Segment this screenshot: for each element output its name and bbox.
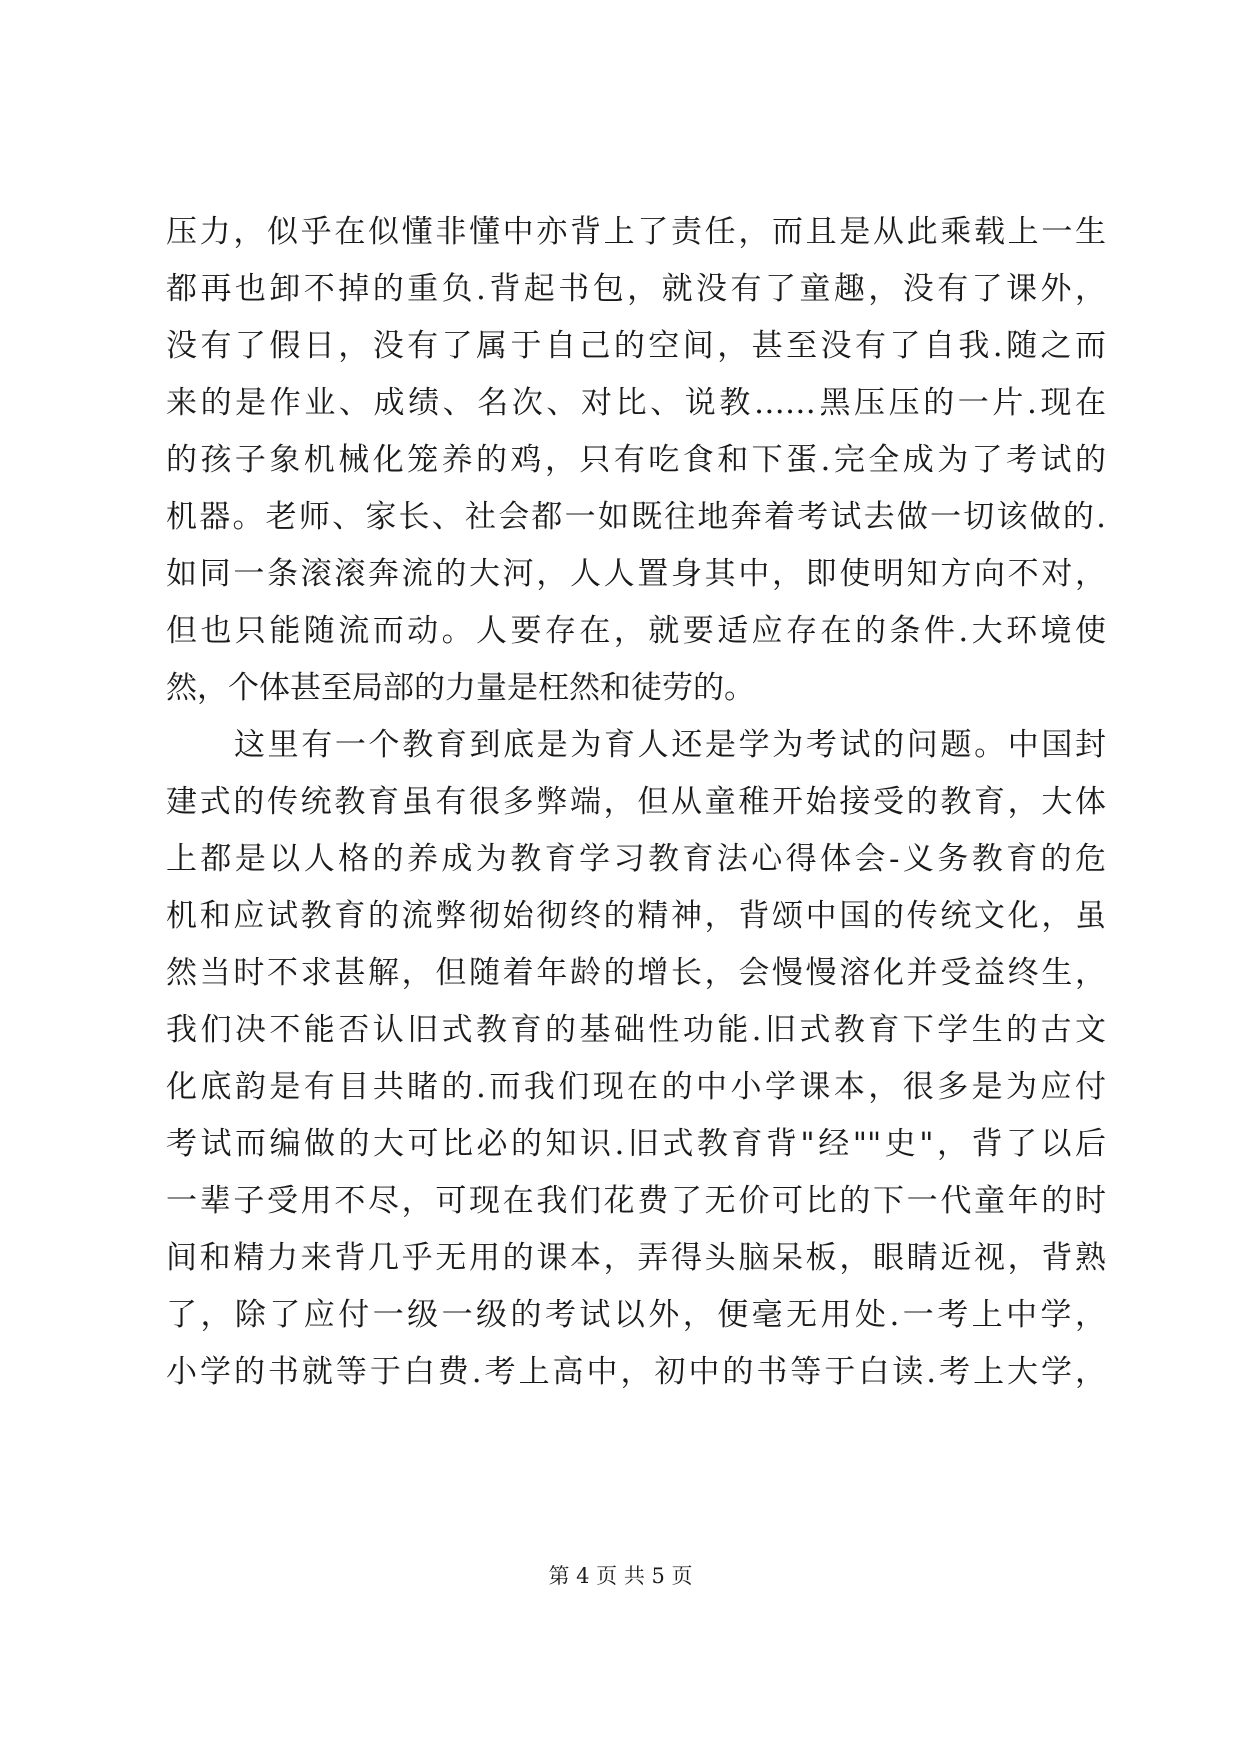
text-line: 这里有一个教育到底是为育人还是学为考试的问题。中国封 [234, 727, 1106, 763]
text-line: 小学的书就等于白费.考上高中，初中的书等于白读.考上大学， [166, 1354, 1106, 1390]
text-line: 机器。老师、家长、社会都一如既往地奔着考试去做一切该做的. [166, 499, 1106, 535]
text-line: 我们决不能否认旧式教育的基础性功能.旧式教育下学生的古文 [166, 1012, 1106, 1048]
text-line: 的孩子象机械化笼养的鸡，只有吃食和下蛋.完全成为了考试的 [166, 442, 1106, 478]
text-line: 化底韵是有目共睹的.而我们现在的中小学课本，很多是为应付 [166, 1069, 1106, 1105]
text-line: 没有了假日，没有了属于自己的空间，甚至没有了自我.随之而 [166, 328, 1106, 364]
text-line: 机和应试教育的流弊彻始彻终的精神，背颂中国的传统文化，虽 [166, 898, 1106, 934]
text-line: 然，个体甚至局部的力量是枉然和徒劳的。 [166, 670, 755, 706]
text-line: 建式的传统教育虽有很多弊端，但从童稚开始接受的教育，大体 [166, 784, 1106, 820]
page-number-footer: 第 4 页 共 5 页 [548, 1564, 693, 1588]
text-line: 来的是作业、成绩、名次、对比、说教……黑压压的一片.现在 [166, 385, 1106, 421]
text-line: 间和精力来背几乎无用的课本，弄得头脑呆板，眼睛近视，背熟 [166, 1240, 1106, 1276]
text-line: 都再也卸不掉的重负.背起书包，就没有了童趣，没有了课外， [166, 271, 1106, 307]
text-line: 然当时不求甚解，但随着年龄的增长，会慢慢溶化并受益终生， [166, 955, 1106, 991]
text-line: 考试而编做的大可比必的知识.旧式教育背"经""史"，背了以后 [166, 1126, 1106, 1162]
text-line: 压力，似乎在似懂非懂中亦背上了责任，而且是从此乘载上一生 [166, 214, 1106, 250]
text-line: 但也只能随流而动。人要存在，就要适应存在的条件.大环境使 [166, 613, 1106, 649]
text-line: 上都是以人格的养成为教育学习教育法心得体会-义务教育的危 [166, 841, 1106, 877]
text-line: 一辈子受用不尽，可现在我们花费了无价可比的下一代童年的时 [166, 1183, 1106, 1219]
text-line: 了，除了应付一级一级的考试以外，便毫无用处.一考上中学， [166, 1297, 1106, 1333]
text-line: 如同一条滚滚奔流的大河，人人置身其中，即使明知方向不对， [166, 556, 1106, 592]
